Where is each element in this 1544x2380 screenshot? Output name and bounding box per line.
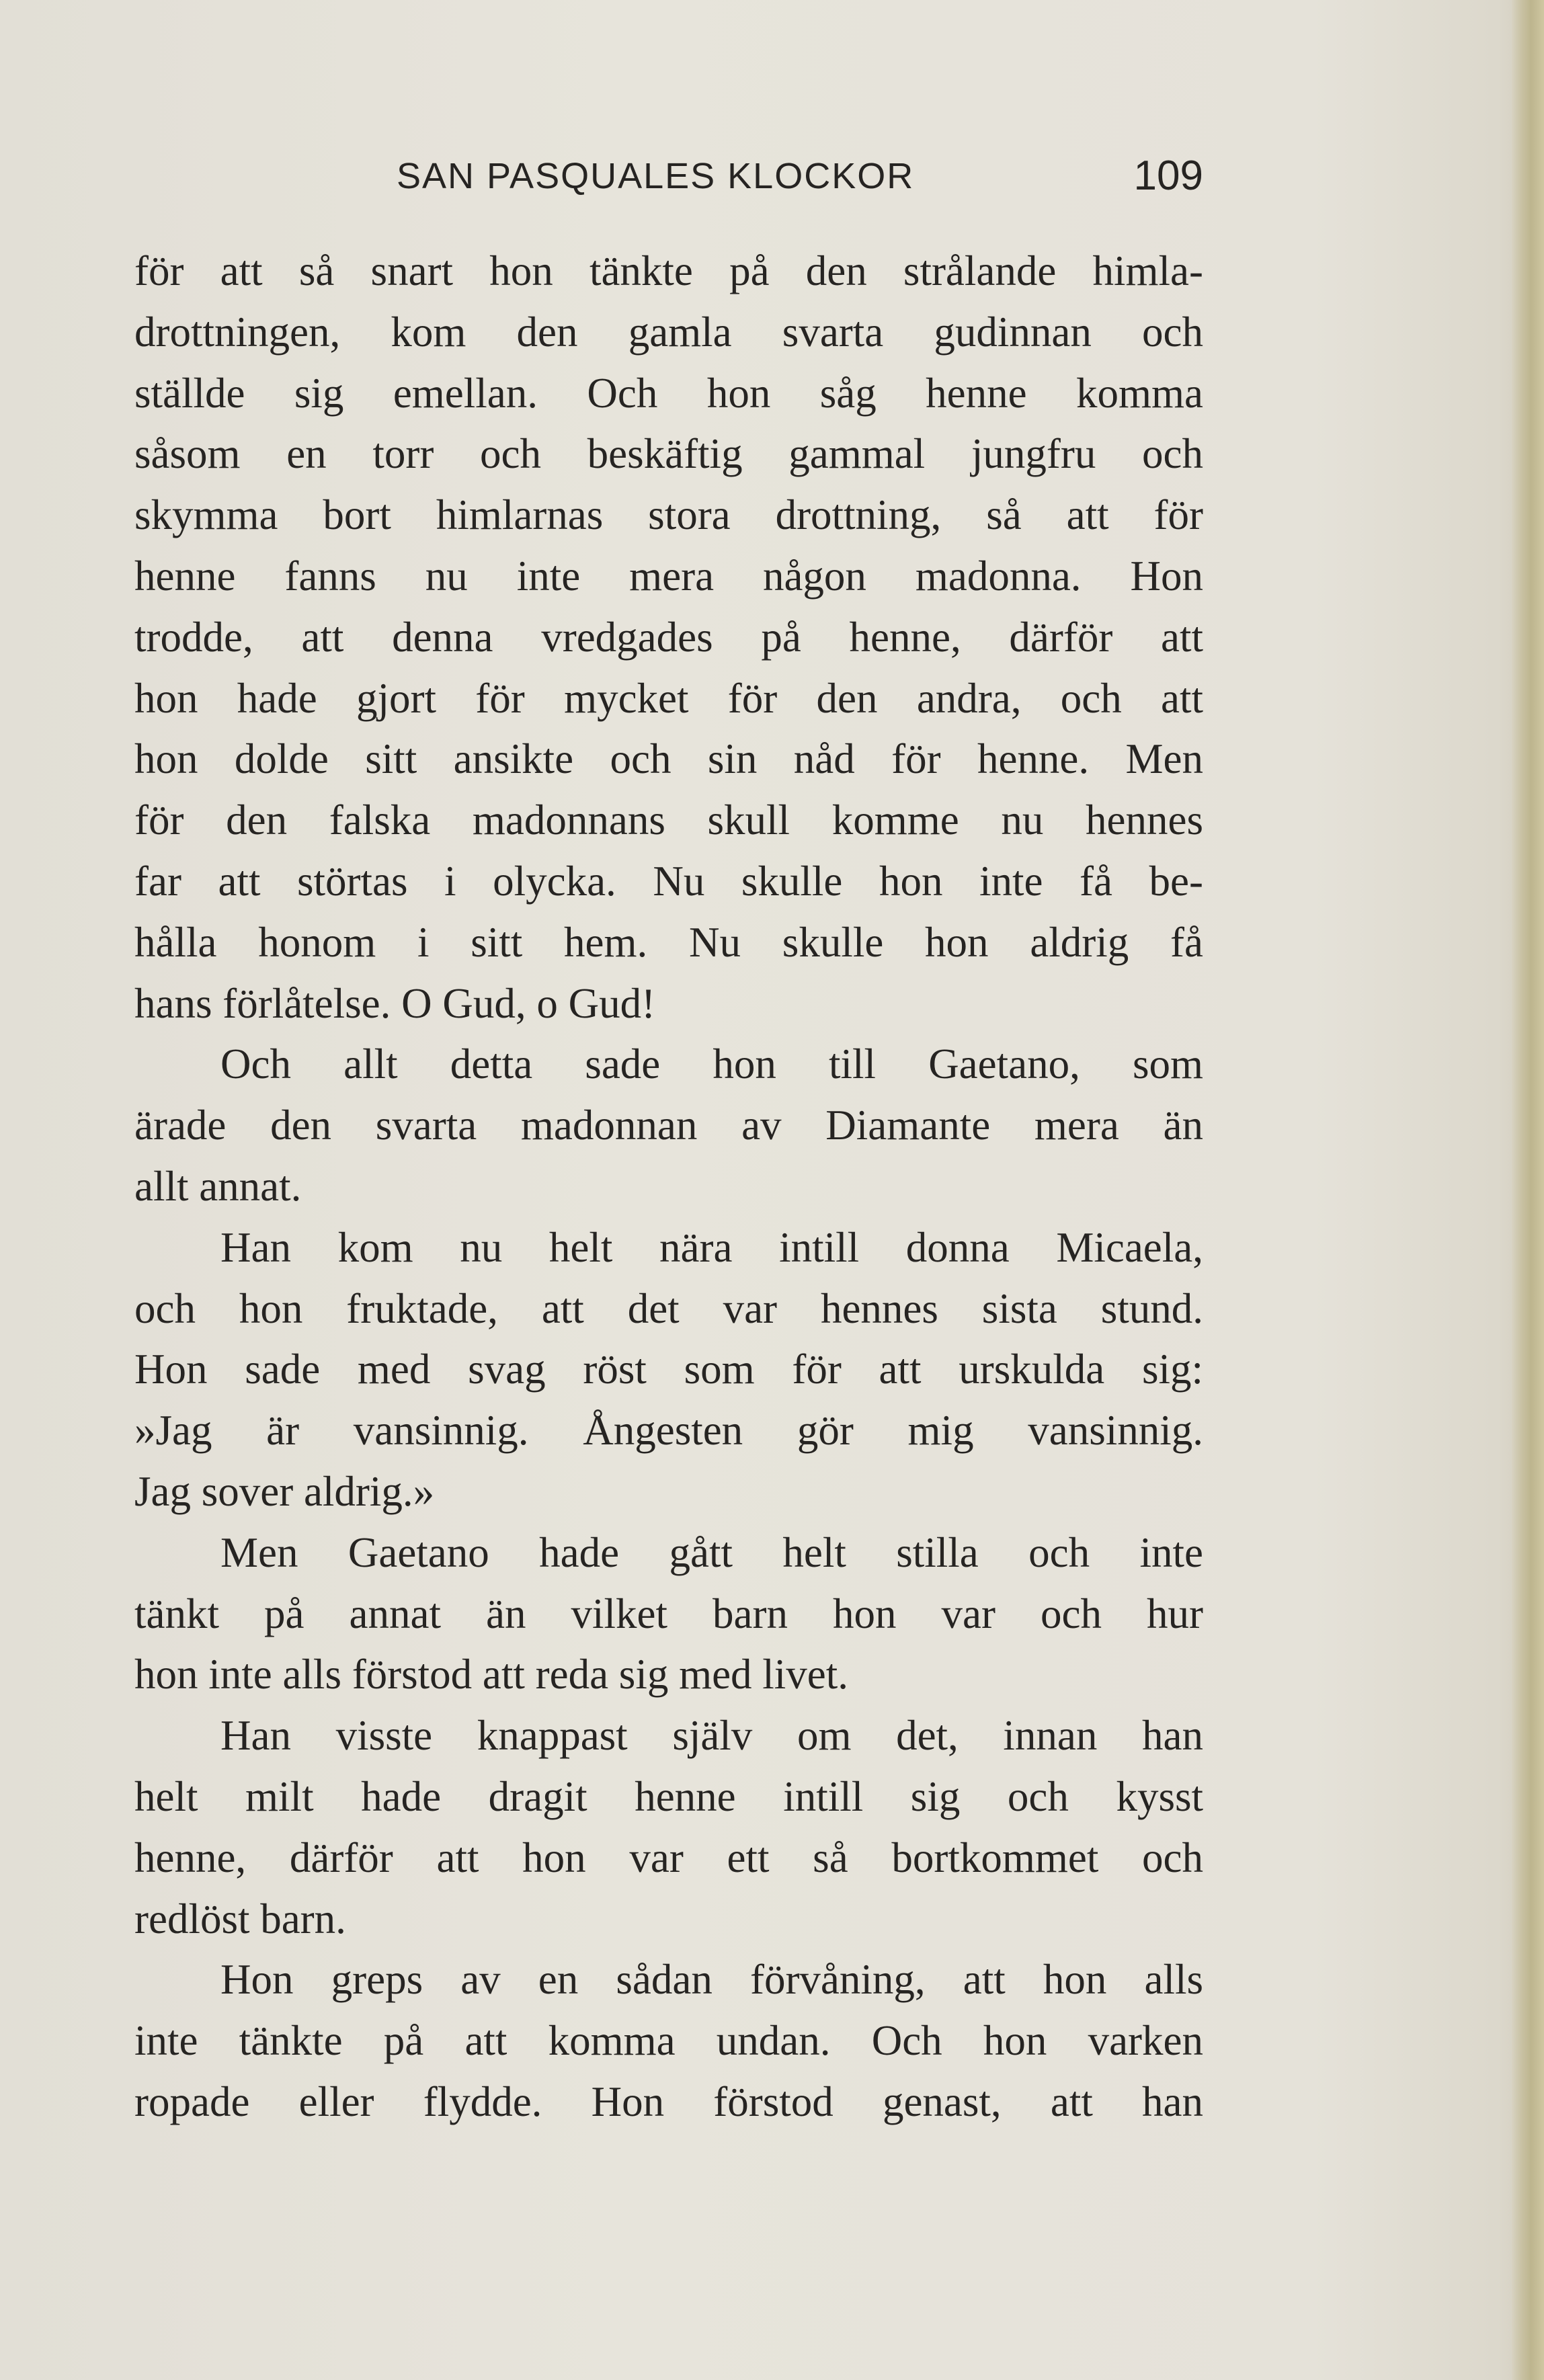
text-line: Och allt detta sade hon till Gaetano, som [220, 1040, 1203, 1088]
text-line: redlöst barn. [134, 1895, 346, 1942]
running-title: SAN PASQUALES KLOCKOR [397, 156, 915, 196]
text-line: hon hade gjort för mycket för den andra, och att [134, 674, 1203, 722]
text-line: hon inte alls förstod att reda sig med livet. [134, 1651, 849, 1698]
text-line: hans förlåtelse. O Gud, o Gud! [134, 979, 656, 1027]
text-line: helt milt hade dragit henne intill sig och kysst [134, 1772, 1203, 1820]
text-line: allt annat. [134, 1162, 302, 1210]
text-line: ställde sig emellan. Och hon såg henne komma [134, 369, 1203, 417]
text-line: Han kom nu helt nära intill donna Micaela, [220, 1223, 1203, 1271]
text-line: och hon fruktade, att det var hennes sista stund. [134, 1284, 1203, 1332]
text-line: Jag sover aldrig.» [134, 1467, 435, 1515]
text-line: ropade eller flydde. Hon förstod genast, att han [134, 2078, 1203, 2125]
body-text [134, 241, 1203, 2133]
text-line: Hon sade med svag röst som för att urskulda sig: [134, 1346, 1203, 1393]
text-line: henne, därför att hon var ett så bortkommet och [134, 1834, 1203, 1881]
text-line: för att så snart hon tänkte på den strålande himla- [134, 247, 1203, 294]
text-line: ärade den svarta madonnan av Diamante mera än [134, 1102, 1203, 1149]
text-line: henne fanns nu inte mera någon madonna. Hon [134, 552, 1203, 600]
text-line: inte tänkte på att komma undan. Och hon varken [134, 2017, 1203, 2065]
text-line: hon dolde sitt ansikte och sin nåd för henne. Men [134, 735, 1203, 783]
text-line: skymma bort himlarnas stora drottning, så att för [134, 491, 1203, 539]
text-line: far att störtas i olycka. Nu skulle hon inte få be- [134, 857, 1203, 905]
text-line: Men Gaetano hade gått helt stilla och inte [220, 1528, 1203, 1576]
page-number: 109 [1133, 153, 1203, 199]
text-line: tänkt på annat än vilket barn hon var och hur [134, 1590, 1203, 1637]
text-line: hålla honom i sitt hem. Nu skulle hon aldrig få [134, 918, 1203, 966]
text-line: Hon greps av en sådan förvåning, att hon alls [220, 1956, 1203, 2004]
text-line: trodde, att denna vredgades på henne, därför att [134, 613, 1203, 661]
text-line: för den falska madonnans skull komme nu hennes [134, 796, 1203, 844]
running-head [134, 149, 1203, 203]
text-line: drottningen, kom den gamla svarta gudinnan och [134, 308, 1203, 356]
text-line: Han visste knappast själv om det, innan han [220, 1712, 1203, 1760]
text-line: såsom en torr och beskäftig gammal jungfru och [134, 430, 1203, 478]
page-edge [1512, 0, 1544, 2380]
text-line: »Jag är vansinnig. Ångesten gör mig vansinnig. [134, 1407, 1203, 1454]
